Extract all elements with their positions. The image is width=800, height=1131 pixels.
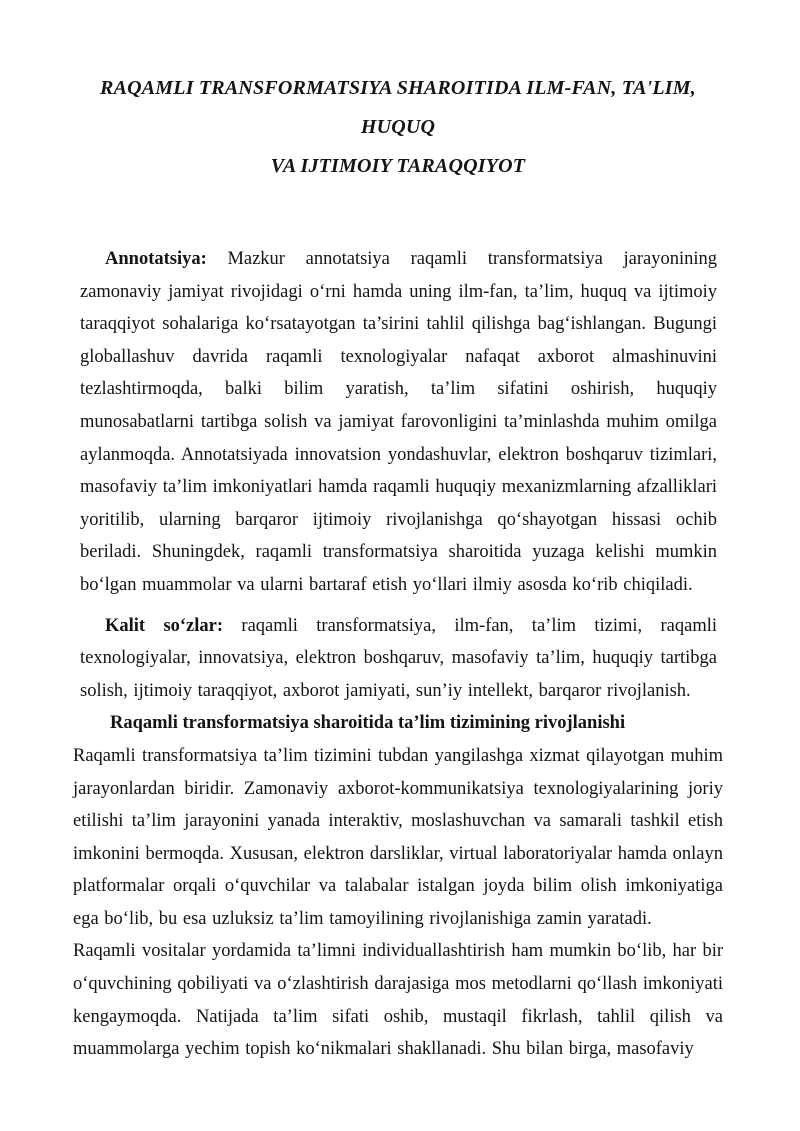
section-heading: Raqamli transformatsiya sharoitida ta’lim tizimining rivojlanishi xyxy=(110,713,626,734)
abstract-block xyxy=(80,243,717,707)
section-paragraph-2: Raqamli vositalar yordamida ta’limni individuallashtirish ham mumkin boʻlib, har bir oʻquvchining qobiliyati va oʻzlashtirish darajasiga mos metodlarni qoʻllash imkoniyati kengaymoqda. Natijada ta’lim sifati oshib, mustaqil fikrlash, tahlil qilish va muammolarga yechim topish koʻnikmalari shakllanadi. Shu bilan birga, masofaviy xyxy=(73,941,723,1060)
annotation-paragraph xyxy=(80,243,717,602)
annotation-label: Annotatsiya: xyxy=(105,249,207,269)
document-title-line2: VA IJTIMOIY TARAQQIYOT xyxy=(270,155,526,177)
keywords-paragraph xyxy=(80,610,717,708)
section-paragraph-1: Raqamli transformatsiya ta’lim tizimini tubdan yangilashga xizmat qilayotgan muhim jarayonlardan biridir. Zamonaviy axborot-kommunikatsiya texnologiyalarining joriy etilishi ta’lim jarayonini yanada interaktiv, moslashuvchan va samarali tashkil etish imkonini bermoqda. Xususan, elektron darsliklar, virtual laboratoriyalar hamda onlayn platformalar orqali oʻquvchilar va talabalar istalgan joyda bilim olish imkoniyatiga ega boʻlib, bu esa uzluksiz ta’lim tamoyilining rivojlanishiga zamin yaratadi. xyxy=(73,745,723,929)
document-title-line1: RAQAMLI TRANSFORMATSIYA SHAROITIDA ILM-FAN, TA'LIM, HUQUQ xyxy=(100,77,696,138)
keywords-text: raqamli transformatsiya, ilm-fan, ta’lim tizimi, raqamli texnologiyalar, innovatsiya, elektron boshqaruv, masofaviy ta’lim, huquqiy tartibga solish, ijtimoiy taraqqiyot, axborot jamiyati, sun’iy intellekt, barqaror rivojlanish. xyxy=(80,615,718,701)
keywords-label: Kalit soʻzlar: xyxy=(105,615,224,636)
document-title xyxy=(73,69,723,186)
annotation-text: Mazkur annotatsiya raqamli transformatsiya jarayonining zamonaviy jamiyat rivojidagi oʻrni hamda uning ilm-fan, ta’lim, huquq va ijtimoiy taraqqiyot sohalariga koʻrsatayotgan ta’sirini tahlil qilishga bagʻishlangan. Bugungi globallashuv davrida raqamli texnologiyalar nafaqat axborot almashinuvini tezlashtirmoqda, balki bilim yaratish, ta’lim sifatini oshirish, huquqiy munosabatlarni tartibga solish va jamiyat farovonligini ta’minlashda muhim omilga aylanmoqda. Annotatsiyada innovatsion yondashuvlar, elektron boshqaruv tizimlari, masofaviy ta’lim imkoniyatlari hamda raqamli huquqiy mexanizmlarning afzalliklari yoritilib, ularning barqaror ijtimoiy rivojlanishga qoʻshayotgan hissasi ochib beriladi. Shuningdek, raqamli transformatsiya sharoitida yuzaga kelishi mumkin boʻlgan muammolar va ularni bartaraf etish yoʻllari ilmiy asosda koʻrib chiqiladi. xyxy=(80,249,717,595)
